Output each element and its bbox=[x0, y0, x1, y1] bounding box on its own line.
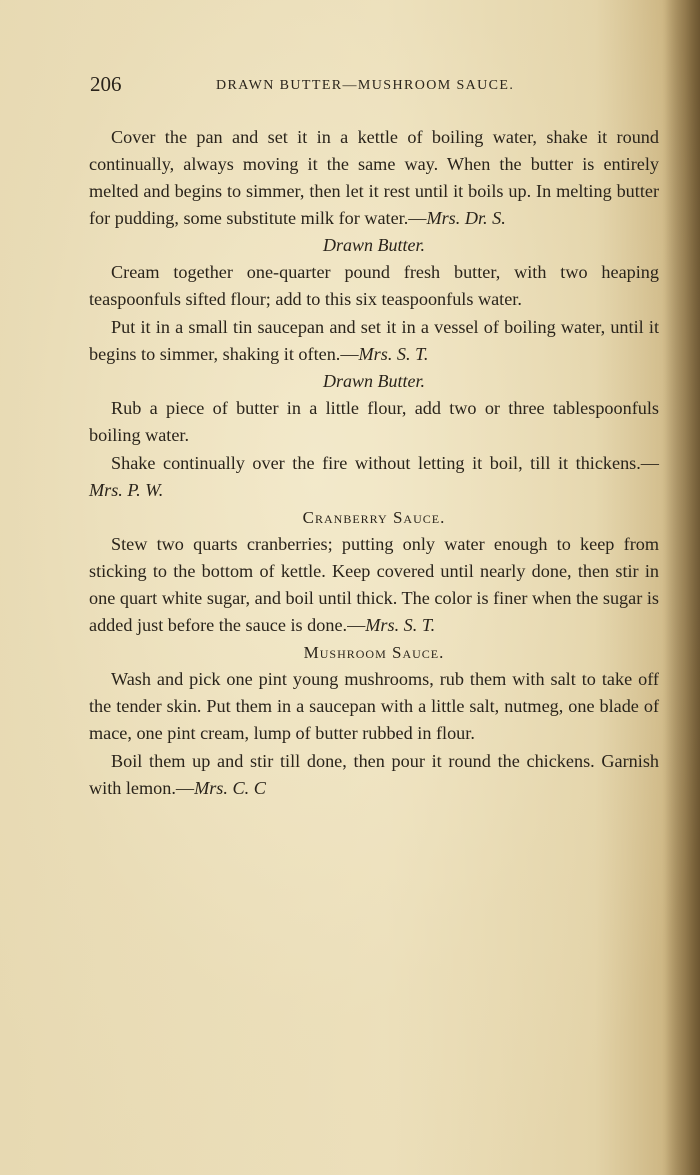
running-head: DRAWN BUTTER—MUSHROOM SAUCE. bbox=[216, 78, 515, 93]
signature: Mrs. C. C bbox=[194, 778, 266, 798]
page-body bbox=[89, 124, 659, 802]
signature: Mrs. S. T. bbox=[358, 344, 429, 364]
intro-paragraph bbox=[89, 124, 659, 232]
intro-signature: Mrs. Dr. S. bbox=[426, 208, 506, 228]
paragraph bbox=[89, 748, 659, 802]
intro-text: Cover the pan and set it in a kettle of boiling water, shake it round continually, always moving it the same way. When the butter is entirely melted and begins to simmer, then let it rest until it boils up. In melting butter for pudding, some substitute milk for water.— bbox=[89, 127, 659, 228]
paragraph-text: Stew two quarts cranberries; putting only water enough to keep from sticking to the bottom of kettle. Keep covered until nearly done, then stir in one quart white sugar, and boil until thick. The color is finer when the sugar is added just before the sauce is done.— bbox=[89, 534, 659, 635]
paragraph bbox=[89, 666, 659, 747]
recipe-title-drawn-butter-1: Drawn Butter. bbox=[322, 235, 425, 255]
page-header bbox=[90, 72, 670, 102]
paragraph-text: Boil them up and stir till done, then pour it round the chickens. Garnish with lemon.— bbox=[89, 751, 659, 798]
paragraph-text: Shake continually over the fire without letting it boil, till it thickens.— bbox=[111, 453, 659, 473]
recipe-title-cranberry-sauce: Cranberry Sauce. bbox=[302, 508, 446, 527]
paragraph bbox=[89, 450, 659, 504]
recipe-title-mushroom-sauce: Mushroom Sauce. bbox=[303, 643, 445, 662]
paragraph-text: Cream together one-quarter pound fresh butter, with two heaping teaspoonfuls sifted flour; add to this six teaspoonfuls water. bbox=[89, 262, 659, 309]
paragraph-text: Wash and pick one pint young mushrooms, rub them with salt to take off the tender skin. Put them in a saucepan with a little salt, nutmeg, one blade of mace, one pint cream, lump of butter rubbed in flour. bbox=[89, 669, 659, 743]
paragraph-text: Put it in a small tin saucepan and set it in a vessel of boiling water, until it begins to simmer, shaking it often.— bbox=[89, 317, 659, 364]
paragraph bbox=[89, 395, 659, 449]
paragraph-text: Rub a piece of butter in a little flour, add two or three tablespoonfuls boiling water. bbox=[89, 398, 659, 445]
page-number: 206 bbox=[90, 72, 122, 96]
paragraph bbox=[89, 314, 659, 368]
signature: Mrs. S. T. bbox=[365, 615, 436, 635]
signature: Mrs. P. W. bbox=[89, 480, 164, 500]
paragraph bbox=[89, 531, 659, 639]
paragraph bbox=[89, 259, 659, 313]
recipe-title-drawn-butter-2: Drawn Butter. bbox=[322, 371, 425, 391]
